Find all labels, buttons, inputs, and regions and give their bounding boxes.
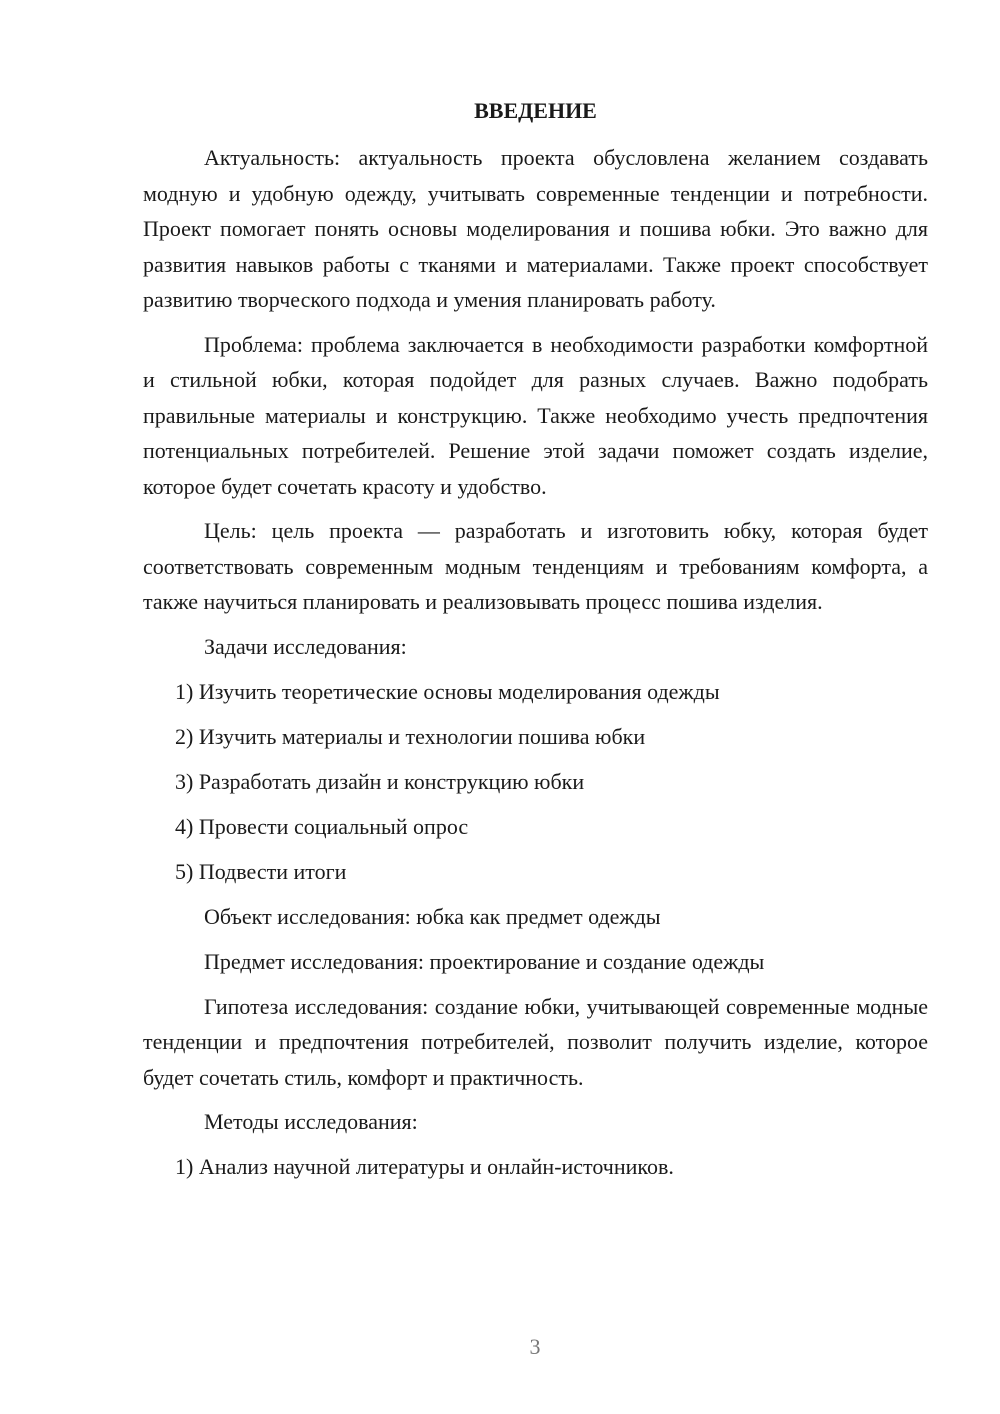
- research-subject: Предмет исследования: проектирование и создание одежды: [204, 948, 765, 974]
- page-content: [143, 96, 928, 1194]
- tasks-heading: Задачи исследования:: [204, 633, 407, 659]
- task-item: 5) Подвести итоги: [175, 858, 347, 884]
- page-title: ВВЕДЕНИЕ: [474, 98, 597, 123]
- task-item: 3) Разработать дизайн и конструкцию юбки: [175, 768, 585, 794]
- paragraph-goal: Цель: цель проекта — разработать и изготовить юбку, которая будет соответствовать современным модным тенденциям и требованиям комфорта, а также научиться планировать и реализовывать процесс пошива изделия.: [143, 518, 928, 614]
- paragraph-problem: Проблема: проблема заключается в необходимости разработки комфортной и стильной юбки, которая подойдет для разных случаев. Важно подобрать правильные материалы и конструкцию. Также необходимо учесть предпочтения потенциальных потребителей. Решение этой задачи поможет создать изделие, которое будет сочетать красоту и удобство.: [143, 331, 928, 499]
- methods-heading: Методы исследования:: [204, 1109, 418, 1134]
- task-item: 2) Изучить материалы и технологии пошива юбки: [175, 723, 646, 749]
- task-item: 1) Изучить теоретические основы моделирования одежды: [175, 678, 720, 704]
- paragraph-relevance: Актуальность: актуальность проекта обусловлена желанием создавать модную и удобную одежду, учитывать современные тенденции и потребности. Проект помогает понять основы моделирования и пошива юбки. Это важно для развития навыков работы с тканями и материалами. Также проект способствует развитию творческого подхода и умения планировать работу.: [143, 145, 928, 312]
- paragraph-hypothesis: Гипотеза исследования: создание юбки, учитывающей современные модные тенденции и предпочтения потребителей, позволит получить изделие, которое будет сочетать стиль, комфорт и практичность.: [143, 993, 928, 1090]
- task-item: 4) Провести социальный опрос: [175, 813, 469, 839]
- method-item: 1) Анализ научной литературы и онлайн-источников.: [175, 1154, 674, 1179]
- research-object: Объект исследования: юбка как предмет одежды: [204, 903, 661, 929]
- page-number: 3: [529, 1334, 541, 1359]
